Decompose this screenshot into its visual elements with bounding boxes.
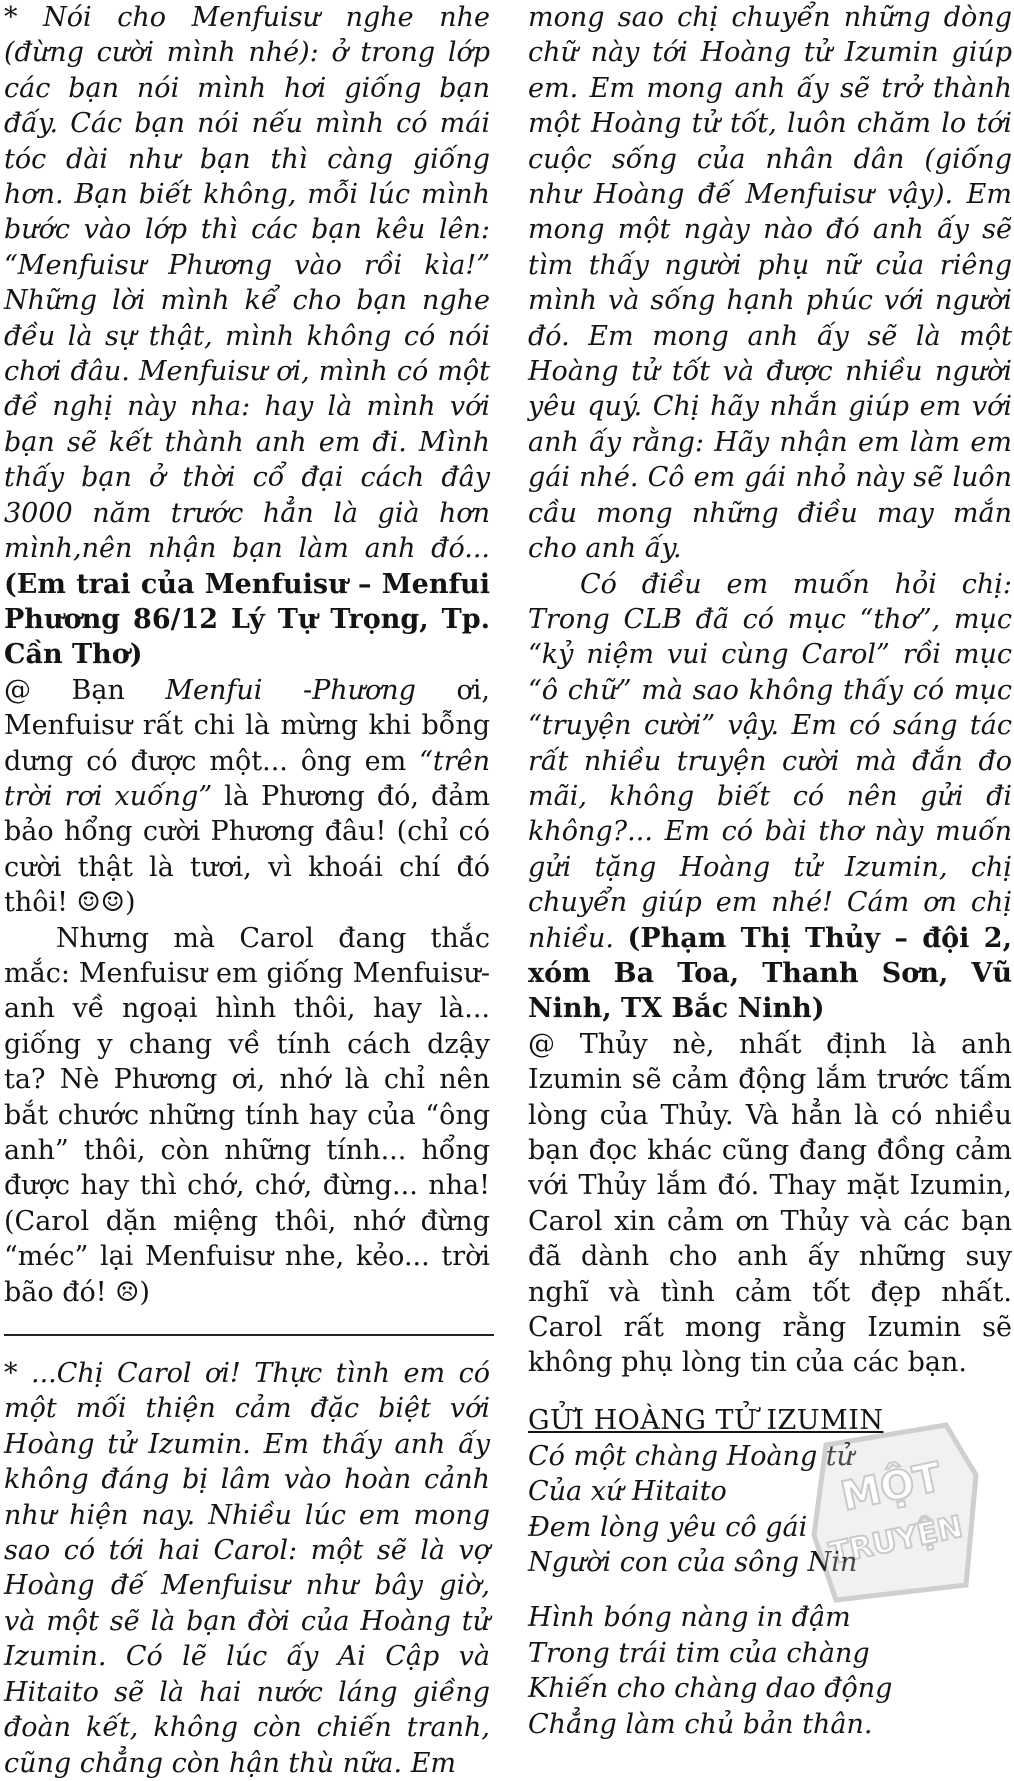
watermark-text-1: MỘT <box>837 1454 946 1521</box>
reply-name: Menfui -Phương <box>165 674 416 706</box>
carol-reply-thuy: @ Thủy nè, nhất định là anh Izumin sẽ cảm động lắm trước tấm lòng của Thủy. Và hẳn là có nhiều bạn đọc khác cũng đang đồng cảm với Thủy lắm đó. Thay mặt Izumin, Carol xin cảm ơn Thủy và các bạn đã dành cho anh ấy những suy nghĩ và tình cảm tốt đẹp nhất. Carol rất mong rằng Izumin sẽ không phụ lòng tin của các bạn. <box>528 1028 1012 1379</box>
letter-body: Có điều em muốn hỏi chị: Trong CLB đã có mục “thơ”, mục “kỷ niệm vui cùng Carol” rồi mục “ô chữ” mà sao không thấy có mục “truyện cười” vậy. Em có sáng tác rất nhiều truyện cười mà đắn đo mãi, không biết có nên gửi đi không?... Em có bài thơ này muốn gửi tặng Hoàng tử Izumin, chị chuyển giúp em nhé! Cám ơn chị nhiều. <box>528 568 1012 954</box>
poem-title: GỬI HOÀNG TỬ IZUMIN <box>528 1404 884 1436</box>
poem-line: Chẳng làm chủ bản thân. <box>528 1708 873 1740</box>
reply-text: ơi, Menfuisư rất chi là mừng khi bỗng dưng có được một... ông em <box>4 674 490 777</box>
poem-line: Người con của sông Nin <box>528 1547 858 1579</box>
poem-line: Khiến cho chàng dao động <box>528 1673 893 1705</box>
carol-reply-phuong <box>4 673 490 921</box>
poem-line: Đem lòng yêu cô gái <box>528 1511 808 1543</box>
letter-signature: (Phạm Thị Thủy – đội 2, xóm Ba Toa, Thanh Sơn, Vũ Ninh, TX Bắc Ninh) <box>528 922 1012 1025</box>
reply-text: là Phương đó, đảm bảo hổng cười Phương đâu! (chỉ có cười thật là tươi, vì khoái chí đó thôi! ☺☺) <box>4 780 490 919</box>
poem-line: Của xứ Hitaito <box>528 1476 727 1508</box>
poem-line: Có một chàng Hoàng tử <box>528 1440 855 1472</box>
reader-letter-thuy-continued: mong sao chị chuyển những dòng chữ này tới Hoàng tử Izumin giúp em. Em mong anh ấy sẽ trở thành một Hoàng tử tốt, luôn chăm lo tới cuộc sống của nhân dân (giống như Hoàng đế Menfuisư vậy). Em mong một ngày nào đó anh ấy sẽ tìm thấy người phụ nữ của riêng mình và sống hạnh phúc với người đó. Em mong anh ấy sẽ là một Hoàng tử tốt và được nhiều người yêu quý. Chị hãy nhắn giúp em với anh ấy rằng: Hãy nhận em làm em gái nhé. Cô em gái nhỏ này sẽ luôn cầu mong những điều may mắn cho anh ấy. <box>528 2 1012 565</box>
letter-body: * Nói cho Menfuisư nghe nhe (đừng cười mình nhé): ở trong lớp các bạn nói mình hơi giống bạn đấy. Các bạn nói nếu mình có mái tóc dài như bạn thì càng giống hơn. Bạn biết không, mỗi lúc mình bước vào lớp thì các bạn kêu lên: “Menfuisư Phương vào rồi kìa!” Những lời mình kể cho bạn nghe đều là sự thật, mình không có nói chơi đâu. Menfuisư ơi, mình có một đề nghị này nha: hay là mình với bạn sẽ kết thành anh em đi. Mình thấy bạn ở thời cổ đại cách đây 3000 năm trước hẳn là già hơn mình,nên nhận bạn làm anh đó... <box>4 2 490 565</box>
carol-reply-phuong-2: Nhưng mà Carol đang thắc mắc: Menfuisư em giống Menfuisư-anh về ngoại hình thôi, hay là... giống y chang về tính cách dzậy ta? Nè Phương ơi, nhớ là chỉ nên bắt chước những tính hay của “ông anh” thôi, còn những tính... hổng được hay thì chớ, chớ, đừng... nha! (Carol dặn miệng thôi, nhớ đừng “méc” lại Menfuisư nhe, kẻo... trời bão đó! ☹) <box>4 922 490 1308</box>
reader-letter-thuy: * ...Chị Carol ơi! Thực tình em có một mối thiện cảm đặc biệt với Hoàng tử Izumin. Em thấy anh ấy không đáng bị lâm vào hoàn cảnh như hiện nay. Nhiều lúc em mong sao có tới hai Carol: một sẽ là vợ Hoàng đế Menfuisư như bây giờ, và một sẽ là bạn đời của Hoàng tử Izumin. Có lẽ lúc ấy Ai Cập và Hitaito sẽ là hai nước láng giềng đoàn kết, không còn chiến tranh, cũng chẳng còn hận thù nữa. Em <box>4 1358 490 1779</box>
reader-letter-phuong <box>4 0 490 673</box>
poem-line: Hình bóng nàng in đậm <box>528 1602 851 1634</box>
left-column <box>4 0 490 1781</box>
poem-line: Trong trái tim của chàng <box>528 1637 870 1669</box>
poem-stanza-2 <box>528 1600 1012 1742</box>
watermark-text-2: TRUYỆN <box>826 1509 966 1572</box>
reply-text: @ Bạn <box>4 674 166 706</box>
letter-signature: (Em trai của Menfuisư – Menfui Phương 86/12 Lý Tự Trọng, Tp. Cần Thơ) <box>4 568 490 671</box>
watermark-logo-icon <box>806 1415 982 1605</box>
section-divider <box>4 1334 494 1336</box>
reader-letter-thuy-question <box>528 567 1012 1027</box>
reply-quote: “trên trời rơi xuống” <box>4 745 490 812</box>
